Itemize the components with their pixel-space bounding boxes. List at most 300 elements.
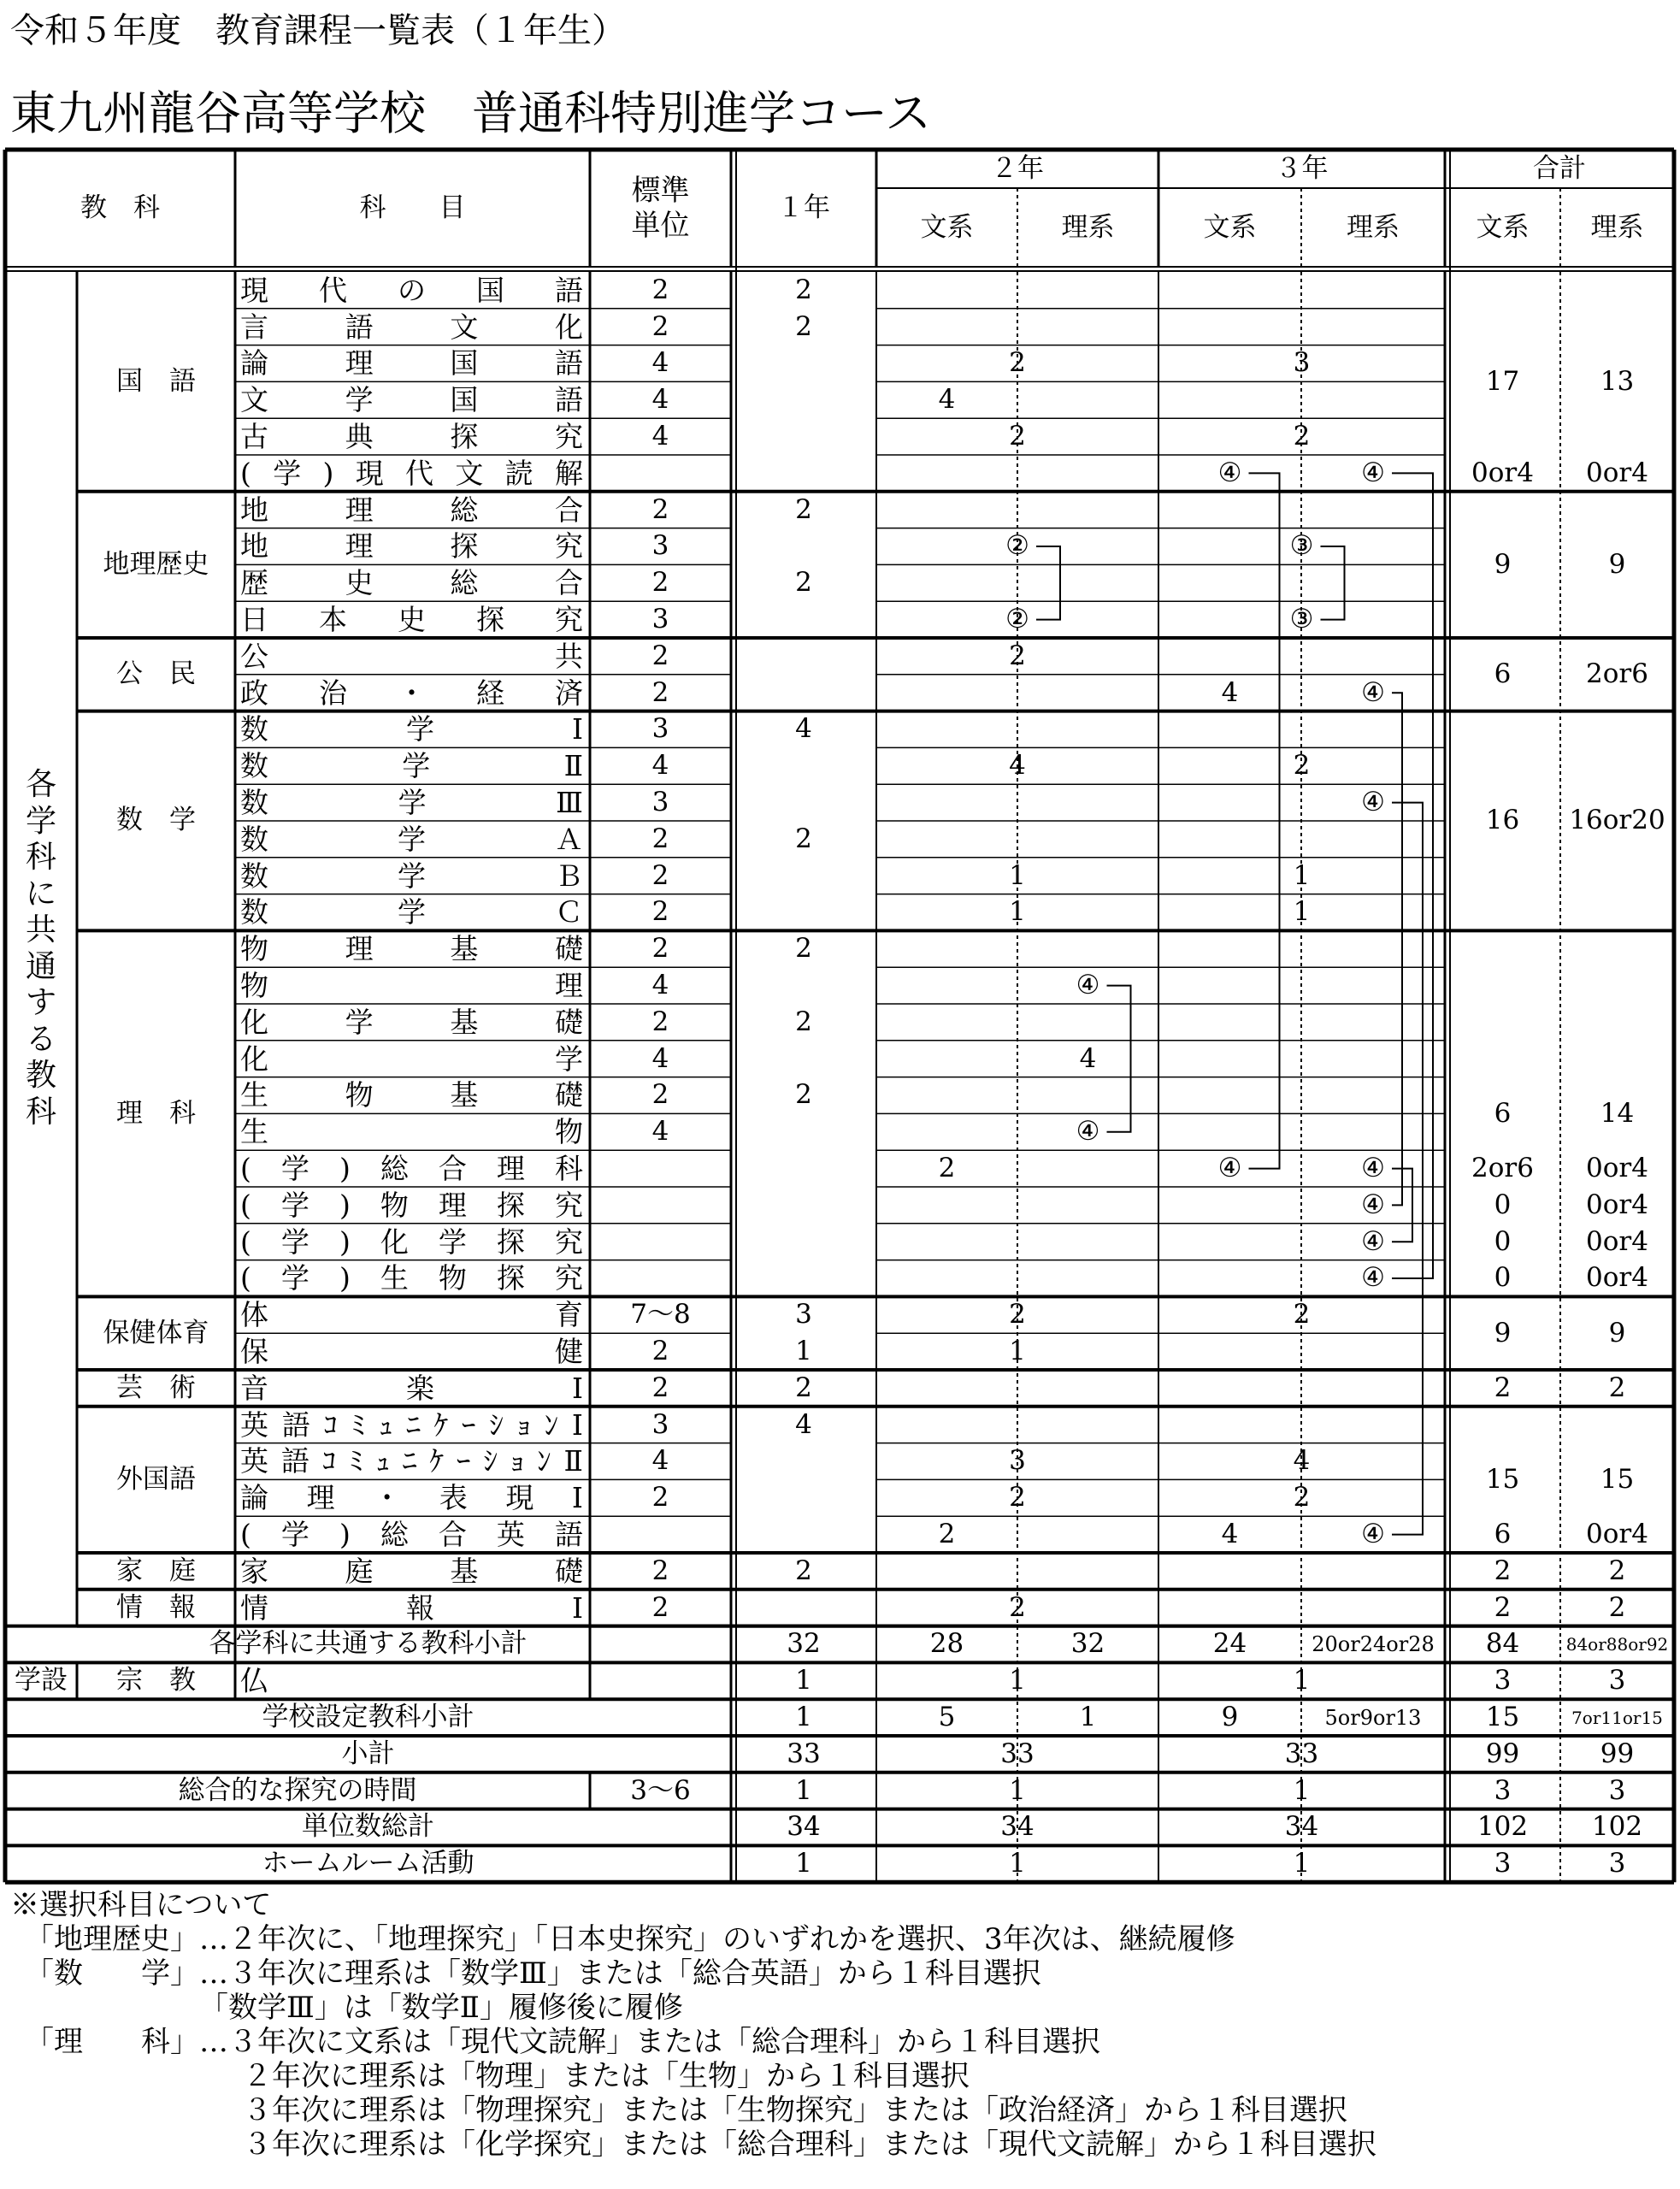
year3-bunkei-cell: ④ (1217, 1153, 1242, 1184)
subject-name (240, 858, 583, 894)
total-rikei-cell: 99 (1600, 1738, 1635, 1769)
total-bunkei-cell: 99 (1485, 1738, 1520, 1769)
group-label: 芸 術 (116, 1372, 196, 1403)
year1-cell: 33 (787, 1738, 821, 1769)
note-line: ２年次に理系は「物理」または「生物」から１科目選択 (10, 2059, 970, 2093)
year3-rikei-cell: ④ (1361, 457, 1385, 488)
year1-cell (731, 1113, 876, 1150)
year1-cell: 2 (795, 567, 812, 599)
year3-rikei-cell: ④ (1361, 1519, 1385, 1550)
subject-name-char: 学 (402, 749, 431, 783)
year1-cell (731, 967, 876, 1004)
subject-name-char: 語 (554, 1518, 583, 1552)
standard-units-cell: 3 (651, 1408, 669, 1440)
year1-cell (731, 784, 876, 821)
year2-cell: 2 (1009, 421, 1026, 452)
subject-name-char: 言 (240, 310, 268, 344)
subject-name-char: 公 (240, 639, 268, 673)
subject-name-char: 国 (450, 383, 479, 417)
subject-name-char: ﾆ (406, 1407, 421, 1442)
subject-name-char: Ⅰ (571, 1371, 583, 1405)
header-rikei: 理系 (1061, 211, 1115, 243)
subject-name-char: 礎 (554, 1005, 583, 1039)
subject-name (240, 1370, 583, 1407)
subject-name-char: 化 (380, 1224, 409, 1259)
total-rikei-cell: 0or4 (1586, 1189, 1648, 1220)
year3-bunkei-cell: 9 (1221, 1702, 1239, 1733)
year3-cell (1158, 309, 1445, 345)
year1-cell (731, 638, 876, 675)
subject-name-char: Ｂ (555, 858, 583, 893)
subject-name (240, 1187, 583, 1224)
subject-name-char: 英 (240, 1407, 268, 1442)
year1-cell: 1 (795, 1336, 812, 1367)
subject-name (240, 784, 583, 821)
group-label: 宗 教 (116, 1665, 196, 1696)
standard-units-cell: 2 (651, 493, 669, 525)
subject-name-char: ( (240, 1188, 251, 1222)
subject-name-char: ( (240, 1152, 251, 1186)
group-total-bunkei: 16 (1485, 805, 1520, 836)
subject-name-char: 合 (438, 1152, 467, 1186)
subject-name-char: ｮ (516, 1407, 531, 1442)
summary-label: 学校設定教科小計 (262, 1702, 475, 1733)
subject-name (240, 930, 583, 967)
year2-bunkei-cell: 28 (929, 1628, 964, 1660)
subject-name-char: 物 (438, 1261, 467, 1295)
year1-cell (731, 1443, 876, 1480)
year3-cell: 4 (1293, 1445, 1311, 1477)
subject-name (240, 1590, 583, 1626)
year1-cell (731, 675, 876, 711)
year3-cell: ③ (1289, 604, 1314, 635)
subject-name-char: 究 (554, 1188, 583, 1222)
subject-name-char: 科 (554, 1152, 583, 1186)
standard-units-cell: 4 (651, 421, 669, 452)
year1-cell: 2 (795, 493, 812, 525)
subject-name (240, 1553, 583, 1590)
total-bunkei-cell: 2 (1494, 1591, 1512, 1623)
subject-name-char: 理 (345, 346, 374, 381)
year1-cell (731, 418, 876, 455)
total-rikei-cell: 84or88or92 (1565, 1633, 1669, 1655)
subject-name-char: 物 (345, 1078, 374, 1112)
group-label: 外国語 (116, 1463, 196, 1495)
subject-name-char: 国 (450, 346, 479, 381)
vertical-label-char: 科 (25, 840, 56, 876)
subject-name-char: 歴 (240, 566, 268, 600)
subject-name-char: ｺ (323, 1407, 339, 1442)
year2-cell: 2 (1009, 640, 1026, 671)
subject-name-char: 論 (240, 1481, 268, 1515)
subject-name-char: 学 (398, 822, 426, 856)
subject-name (240, 675, 583, 711)
subject-name-char: ) (339, 1224, 351, 1259)
subject-name-char: Ⅰ (571, 712, 583, 746)
group-total-bunkei: 15 (1485, 1463, 1520, 1495)
subject-name-char: 学 (280, 1518, 309, 1552)
year3-cell: 33 (1284, 1738, 1319, 1769)
subject-name-char: 化 (240, 1041, 268, 1076)
subject-name-char: Ⅱ (563, 749, 583, 783)
year2-bunkei-cell: 2 (938, 1519, 956, 1550)
group-label: 情 報 (116, 1591, 196, 1623)
subject-name-char: ・ (398, 676, 426, 710)
subject-name-char: 探 (496, 1261, 525, 1295)
total-bunkei-cell: 0 (1494, 1225, 1512, 1257)
subject-name-char: 合 (438, 1518, 467, 1552)
year3-bunkei-cell: 4 (1221, 676, 1239, 708)
subject-name-char: 合 (554, 566, 583, 600)
group-label: 家 庭 (116, 1555, 196, 1586)
standard-units-cell: 3 (651, 604, 669, 635)
subject-name-char: の (398, 273, 426, 307)
subject-name-char: 仏 (240, 1664, 268, 1698)
standard-units-cell: 2 (651, 1336, 669, 1367)
year2-bunkei-cell: 2 (938, 1153, 956, 1184)
note-line: ※選択科目について (10, 1888, 272, 1922)
year3-cell (1158, 381, 1445, 418)
year2-rikei-cell: 32 (1070, 1628, 1105, 1660)
year1-cell: 2 (795, 274, 812, 305)
subject-name-char: ) (322, 456, 334, 490)
subject-name-char: 探 (476, 603, 504, 637)
subject-name-char: 理 (345, 932, 374, 966)
subject-name-char: 共 (555, 639, 583, 673)
standard-units-cell (590, 1260, 731, 1297)
year1-cell: 2 (795, 1555, 812, 1586)
subject-name-char: 礎 (554, 1554, 583, 1588)
group-total-rikei: 15 (1600, 1463, 1635, 1495)
subject-name-char: 礎 (554, 1078, 583, 1112)
subject-name-char: 化 (554, 310, 583, 344)
standard-units-cell: 4 (651, 384, 669, 416)
standard-units-cell: 4 (651, 1445, 669, 1477)
subject-name-char: 学 (345, 383, 374, 417)
subject-name-char: 育 (555, 1298, 583, 1332)
subject-name-char: ﾝ (537, 1444, 551, 1478)
standard-units-cell: 7～8 (630, 1299, 691, 1331)
subject-name (240, 1407, 583, 1443)
group-total-rikei: 9 (1608, 548, 1626, 580)
year1-cell (731, 528, 876, 565)
subject-name-char: 語 (554, 346, 583, 381)
document-title: 令和５年度 教育課程一覧表（１年生） (10, 11, 626, 50)
summary-label: ホームルーム活動 (262, 1848, 475, 1879)
year3-bunkei-cell: ④ (1217, 457, 1242, 488)
year1-cell: 1 (795, 1848, 812, 1879)
subject-name-char: ・ (373, 1481, 402, 1515)
year2-cell: 1 (1009, 1336, 1026, 1367)
subject-name-char: 情 (240, 1590, 268, 1625)
year3-cell: 1 (1293, 1848, 1311, 1879)
standard-units-cell (590, 1516, 731, 1553)
subject-name-char: ｼ (483, 1444, 498, 1478)
subject-name (240, 601, 583, 638)
subject-name-char: 物 (240, 969, 268, 1003)
year2-cell: 4 (1009, 750, 1026, 782)
subject-name (240, 967, 583, 1004)
subject-name-char: 語 (281, 1407, 310, 1442)
subject-name (240, 1443, 583, 1480)
subject-name-char: 学 (280, 1224, 309, 1259)
total-rikei-cell: 102 (1591, 1811, 1643, 1843)
year2-rikei-cell: 1 (1079, 1702, 1097, 1733)
year1-cell (731, 345, 876, 382)
subject-name-char: 語 (555, 273, 583, 307)
subject-name-char: 理 (496, 1152, 525, 1186)
year1-cell (731, 1150, 876, 1187)
group-total-bunkei: 6 (1494, 658, 1512, 690)
group-total-rikei: 16or20 (1569, 805, 1665, 836)
total-bunkei-cell: 6 (1494, 1519, 1512, 1550)
standard-units-cell: 2 (651, 859, 669, 891)
year3-rikei-cell: ④ (1361, 1262, 1385, 1294)
subject-name-char: 英 (496, 1518, 525, 1552)
total-bunkei-cell: 102 (1477, 1811, 1529, 1843)
year1-cell (731, 1516, 876, 1553)
subject-name (240, 455, 583, 492)
header-rikei: 理系 (1590, 211, 1644, 243)
subject-name (240, 1479, 583, 1516)
vertical-label-char: 共 (25, 912, 56, 948)
year3-bunkei-cell: 24 (1212, 1628, 1247, 1660)
year1-cell: 4 (795, 1408, 812, 1440)
total-rikei-cell: 0or4 (1586, 1519, 1648, 1550)
subject-name-char: 基 (450, 932, 479, 966)
total-bunkei-cell: 2 (1494, 1555, 1512, 1586)
header-year2: ２年 (991, 153, 1044, 184)
total-bunkei-cell: 84 (1485, 1628, 1520, 1660)
subject-name-char: 学 (405, 712, 434, 746)
total-rikei-cell: 3 (1608, 1665, 1626, 1696)
subject-name-char: ( (240, 1518, 251, 1552)
subject-name (240, 1150, 583, 1187)
year1-cell (731, 747, 876, 784)
group-label: 国 語 (116, 365, 196, 397)
subject-name (240, 381, 583, 418)
subject-name (240, 894, 583, 931)
subject-name-char: 論 (240, 346, 268, 381)
subject-name-char: 学 (555, 1041, 583, 1076)
subject-name-char: ﾐ (349, 1444, 363, 1478)
note-line: ３年次に理系は「物理探究」または「生物探究」または「政治経済」から１科目選択 (10, 2093, 1347, 2127)
subject-name (240, 1333, 583, 1370)
subject-name (240, 345, 583, 382)
subject-name-char: 学 (280, 1152, 309, 1186)
subject-name-char: 基 (450, 1005, 479, 1039)
subject-name (240, 492, 583, 528)
subject-name-char: 究 (554, 1261, 583, 1295)
year3-cell (1158, 272, 1445, 309)
subject-name (240, 821, 583, 858)
total-bunkei-cell: 3 (1494, 1774, 1512, 1806)
subject-name-char: ) (339, 1261, 351, 1295)
subject-name-char: 理 (555, 969, 583, 1003)
subject-name-char: ( (240, 1261, 251, 1295)
subject-name-char: 代 (319, 273, 347, 307)
standard-units-cell: 4 (651, 970, 669, 1001)
year1-cell: 2 (795, 310, 812, 342)
subject-name (240, 309, 583, 345)
header-standard-units-line: 標準 (631, 174, 690, 209)
year3-rikei-cell: ④ (1361, 1225, 1385, 1257)
summary-label: 単位数総計 (302, 1811, 434, 1843)
standard-units-cell: 4 (651, 347, 669, 379)
standard-units-cell: 2 (651, 310, 669, 342)
subject-name-char: 数 (240, 822, 268, 856)
standard-units-cell: 2 (651, 1482, 669, 1513)
summary-label: 小計 (341, 1738, 395, 1769)
header-bunkei: 文系 (1476, 211, 1530, 243)
subject-name (240, 1077, 583, 1114)
year2-cell: 1 (1009, 1848, 1026, 1879)
standard-units-cell: 4 (651, 750, 669, 782)
note-line: 「地理歴史」…２年次に、「地理探究」「日本史探究」のいずれかを選択、3年次は、継続履修 (10, 1922, 1235, 1956)
subject-name (240, 1516, 583, 1553)
header-standard-units (590, 150, 731, 267)
year1-cell (731, 1590, 876, 1626)
year1-cell: 1 (795, 1665, 812, 1696)
subject-name-char: 楽 (405, 1371, 434, 1405)
standard-units-cell: 2 (651, 1555, 669, 1586)
subject-name-char: 究 (554, 529, 583, 563)
year3-cell: 2 (1293, 1482, 1311, 1513)
header-kyoka: 教 科 (80, 192, 160, 223)
subject-name-char: 代 (405, 456, 433, 490)
year2-cell: ② (1005, 530, 1029, 562)
subject-name (240, 747, 583, 784)
total-rikei-cell: 0or4 (1586, 1225, 1648, 1257)
year1-cell (731, 1260, 876, 1297)
subject-name-char: 報 (405, 1590, 434, 1625)
subject-name-char: 語 (345, 310, 374, 344)
subject-name-char: 地 (240, 493, 268, 527)
year1-cell: 34 (787, 1811, 821, 1843)
year3-cell: 2 (1293, 1299, 1311, 1331)
year2-cell: 2 (1009, 347, 1026, 379)
subject-name-char: 文 (450, 310, 479, 344)
subject-name-char: 史 (398, 603, 426, 637)
standard-units-cell (590, 1224, 731, 1260)
subject-name-char: 総 (380, 1518, 409, 1552)
year1-cell (731, 1479, 876, 1516)
year1-cell: 3 (795, 1299, 812, 1331)
header-bunkei: 文系 (1203, 211, 1257, 243)
year1-cell: 2 (795, 823, 812, 854)
subject-name-char: 学 (398, 858, 426, 893)
subject-name-char: Ⅰ (571, 1481, 583, 1515)
year3-cell: 2 (1293, 421, 1311, 452)
standard-units-cell: 2 (651, 567, 669, 599)
year3-bunkei-cell: 4 (1221, 1519, 1239, 1550)
year2-cell: 1 (1009, 896, 1026, 928)
subject-name-char: 理 (345, 529, 374, 563)
standard-units-cell: 2 (651, 1079, 669, 1111)
subject-name-char: 表 (439, 1481, 468, 1515)
total-bunkei-cell: 0 (1494, 1262, 1512, 1294)
year1-cell (731, 601, 876, 638)
subject-name-char: ) (339, 1518, 351, 1552)
vertical-label-char: す (25, 985, 56, 1021)
year1-cell: 32 (787, 1628, 821, 1660)
subject-name (240, 1296, 583, 1333)
subject-name-char: 理 (345, 493, 374, 527)
total-rikei-cell: 2 (1608, 1555, 1626, 1586)
subject-name-char: Ⅲ (556, 786, 583, 820)
year1-cell: 2 (795, 1079, 812, 1111)
subject-name-char: 典 (345, 420, 374, 454)
subject-name-char: Ⅰ (571, 1590, 583, 1625)
group-label: 公 民 (116, 658, 196, 690)
subject-name-char: 体 (240, 1298, 268, 1332)
subject-name-char: 究 (554, 420, 583, 454)
subject-name-char: Ⅱ (563, 1444, 583, 1478)
year3-cell: 34 (1284, 1811, 1319, 1843)
subject-name-char: 学 (273, 456, 302, 490)
subject-name-char: 探 (450, 420, 479, 454)
subject-name-char: 文 (455, 456, 484, 490)
subject-name-char: 古 (240, 420, 268, 454)
standard-units-cell: 2 (651, 274, 669, 305)
selection-notes (10, 1888, 1376, 2162)
subject-name (240, 638, 583, 675)
subject-name (240, 528, 583, 565)
subject-name-char: 基 (450, 1078, 479, 1112)
subject-name-char: 総 (450, 566, 479, 600)
year3-rikei-cell: 20or24or28 (1312, 1631, 1435, 1656)
subject-name-char: 総 (380, 1152, 409, 1186)
group-total-rikei: 13 (1600, 365, 1635, 397)
year2-cell: 2 (1009, 1482, 1026, 1513)
year2-cell: 34 (1000, 1811, 1035, 1843)
note-line: 「理 科」…３年次に文系は「現代文読解」または「総合理科」から１科目選択 (10, 2025, 1100, 2059)
subject-name-char: ｹ (433, 1407, 449, 1442)
subject-name-char: 音 (240, 1371, 268, 1405)
subject-name-char: ｹ (429, 1444, 444, 1478)
vertical-label-char: 科 (25, 1094, 56, 1130)
header-total: 合計 (1533, 153, 1586, 184)
group-total-bunkei: 17 (1485, 365, 1520, 397)
subject-name-char: ﾆ (403, 1444, 417, 1478)
subject-name (240, 1224, 583, 1260)
note-line: 「数 学」…３年次に理系は「数学Ⅲ」または「総合英語」から１科目選択 (10, 1956, 1041, 1991)
subject-name-char: ﾝ (544, 1407, 559, 1442)
subject-name-char: Ｃ (555, 895, 583, 929)
year3-cell: 1 (1293, 1774, 1311, 1806)
subject-name-char: 学 (438, 1224, 467, 1259)
subject-name-char: 現 (240, 273, 268, 307)
total-bunkei-cell: 15 (1485, 1702, 1520, 1733)
vertical-label-char: 通 (25, 948, 56, 984)
subject-name (240, 418, 583, 455)
group-label: 保健体育 (103, 1317, 209, 1348)
year3-cell: 2 (1293, 750, 1311, 782)
subject-name-char: ｭ (375, 1444, 391, 1478)
subject-name-char: 地 (240, 529, 268, 563)
subject-name-char: 基 (450, 1554, 479, 1588)
year2-cell: 2 (1009, 1299, 1026, 1331)
subject-name-char: 学 (280, 1188, 309, 1222)
year1-cell: 1 (795, 1774, 812, 1806)
year1-cell: 2 (795, 1006, 812, 1037)
year3-cell: 1 (1293, 859, 1311, 891)
subject-name-char: 済 (555, 676, 583, 710)
summary-label: 各学科に共通する教科小計 (209, 1628, 528, 1660)
subject-name-char: 本 (319, 603, 347, 637)
year3-rikei-cell: ④ (1361, 676, 1385, 708)
subject-name-char: 政 (240, 676, 268, 710)
